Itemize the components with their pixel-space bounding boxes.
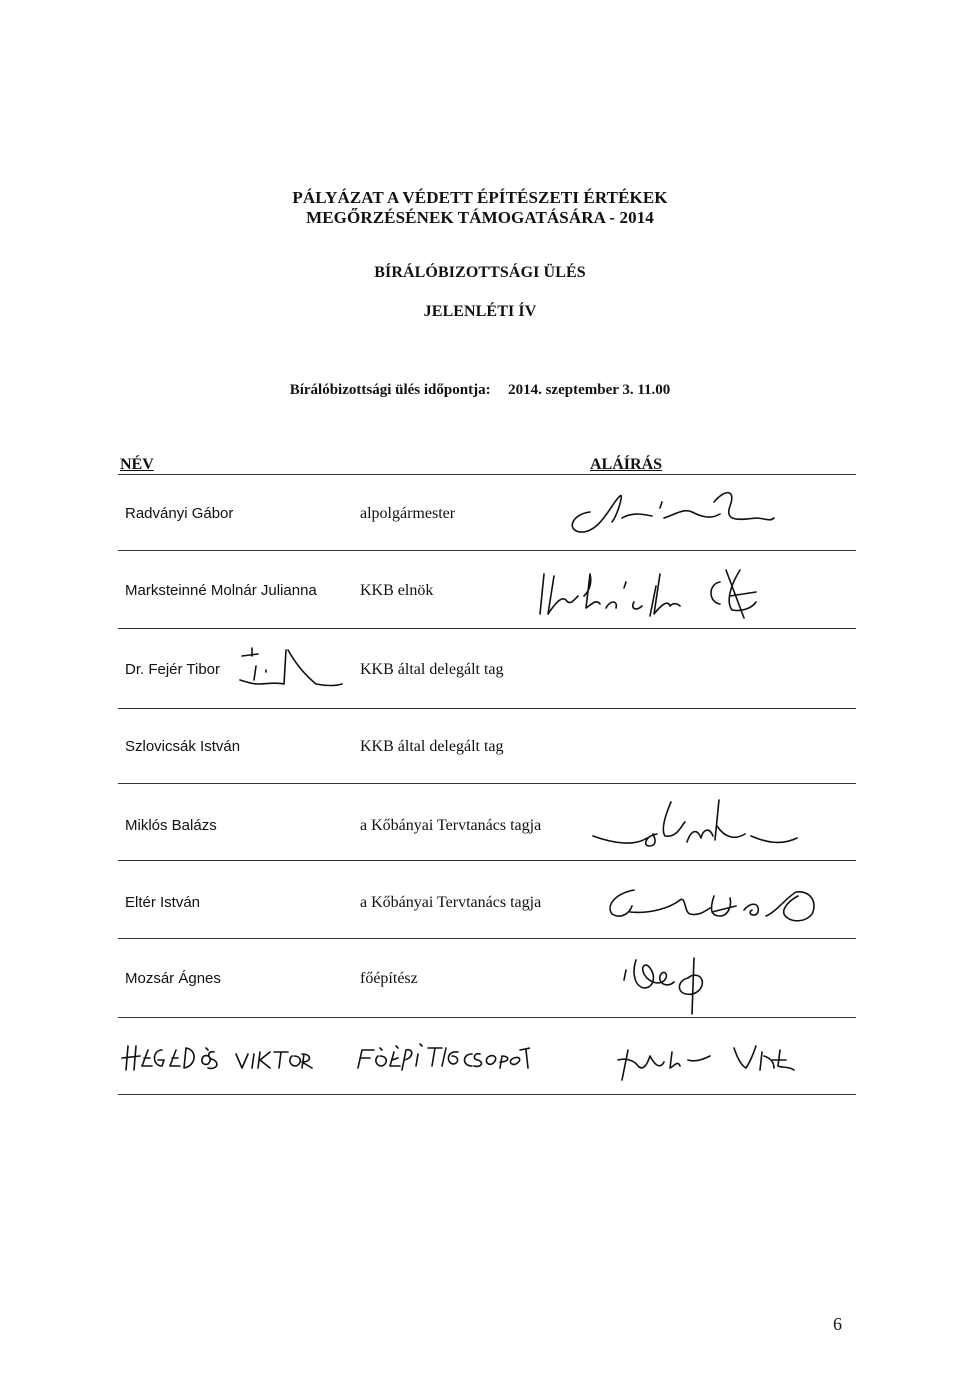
signature-image	[530, 556, 780, 626]
row-rule	[118, 783, 856, 784]
document-title-line2: MEGŐRZÉSÉNEK TÁMOGATÁSÁRA - 2014	[306, 208, 654, 227]
meeting-label: Bírálóbizottsági ülés időpontja:	[289, 382, 491, 398]
column-header-signature: ALÁÍRÁS	[590, 456, 663, 473]
row-rule	[118, 1094, 856, 1095]
signature-image	[585, 796, 805, 858]
attendee-role: a Kőbányai Tervtanács tagja	[360, 894, 542, 911]
header-rule	[118, 474, 856, 475]
document-subtitle: BÍRÁLÓBIZOTTSÁGI ÜLÉS	[374, 264, 586, 281]
attendee-role: alpolgármester	[360, 505, 456, 522]
row-rule	[118, 860, 856, 861]
signature-image	[560, 478, 780, 538]
row-rule	[118, 550, 856, 551]
attendee-name: Miklós Balázs	[125, 817, 217, 834]
attendee-name: Eltér István	[125, 894, 201, 911]
signature-image	[614, 1036, 804, 1084]
attendee-role: főépítész	[360, 970, 418, 987]
handwritten-role	[350, 1036, 530, 1080]
attendee-role: KKB elnök	[360, 582, 434, 599]
column-header-name: NÉV	[120, 456, 154, 473]
row-rule	[118, 1017, 856, 1018]
signature-image	[236, 640, 346, 692]
meeting-info	[0, 382, 960, 399]
handwritten-name	[118, 1036, 318, 1080]
document-title-line1: PÁLYÁZAT A VÉDETT ÉPÍTÉSZETI ÉRTÉKEK	[292, 188, 668, 207]
attendee-role: a Kőbányai Tervtanács tagja	[360, 817, 542, 834]
attendee-name: Szlovicsák István	[125, 738, 241, 755]
attendee-name: Radványi Gábor	[125, 505, 234, 522]
sheet-name: JELENLÉTI ÍV	[423, 303, 537, 320]
attendee-role: KKB által delegált tag	[360, 738, 504, 755]
attendee-name: Dr. Fejér Tibor	[125, 661, 221, 678]
page-number: 6	[833, 1314, 842, 1334]
attendee-name: Mozsár Ágnes	[125, 970, 221, 987]
attendee-name: Marksteinné Molnár Julianna	[125, 582, 317, 599]
meeting-date: 2014. szeptember 3. 11.00	[508, 382, 671, 398]
attendee-role: KKB által delegált tag	[360, 661, 504, 678]
signature-image	[600, 872, 830, 934]
row-rule	[118, 938, 856, 939]
signature-image	[616, 952, 726, 1018]
row-rule	[118, 628, 856, 629]
row-rule	[118, 708, 856, 709]
